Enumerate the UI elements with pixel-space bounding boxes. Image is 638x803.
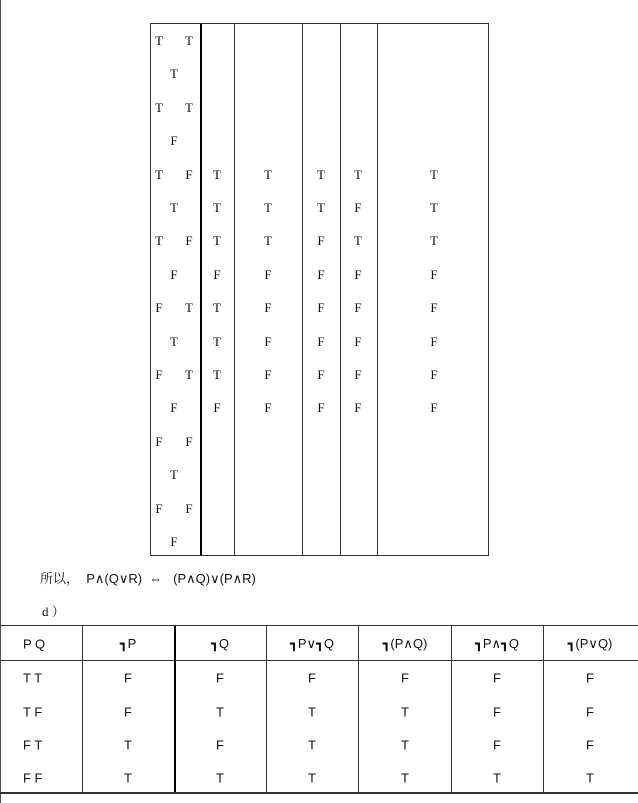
truth-value: F [493,737,501,753]
truth-value: F [124,704,132,720]
truth-value: F [317,233,325,249]
truth-value: F [170,400,178,416]
column-divider [200,24,202,555]
truth-value: T [155,33,163,48]
truth-value: F [401,670,409,686]
truth-value: T [430,233,438,249]
truth-value: T [185,33,193,48]
truth-value: T [401,704,409,720]
truth-value: T [213,233,221,249]
row-label: F F [23,770,43,786]
column-divider [234,24,235,555]
truth-value: T [264,200,272,215]
column-divider [266,626,267,792]
truth-value: T [354,233,362,249]
truth-value: T [170,333,178,349]
column-divider [340,24,341,555]
column-divider [174,626,176,792]
truth-value: T [213,166,221,182]
truth-value: T [155,99,163,115]
column-header: ┓(P∨Q) [567,636,613,651]
truth-value: F [170,133,178,149]
truth-value: T [586,770,594,786]
truth-value: F [430,300,438,316]
truth-table-d [0,625,638,794]
column-divider [82,626,83,792]
column-divider [358,626,359,792]
truth-value: F [317,266,325,282]
truth-value: T [170,467,178,483]
truth-value: F [170,266,178,282]
truth-value: T [317,166,325,182]
row-label: T T [23,670,43,686]
column-divider [543,626,544,792]
truth-value: F [155,300,163,316]
truth-value: T [308,737,316,753]
column-header: ┓P [119,636,137,651]
truth-value: F [155,500,163,516]
truth-value: T [213,300,221,316]
truth-value: T [213,367,221,382]
truth-value: F [354,300,362,316]
truth-value: F [185,166,193,182]
truth-value: F [213,400,221,416]
truth-value: T [308,704,316,720]
truth-value: T [264,233,272,249]
section-subheading: d ） [42,604,65,619]
column-header: P Q [23,636,46,652]
truth-value: T [216,704,224,720]
truth-value: F [430,266,438,282]
truth-value: T [317,200,325,215]
truth-value: F [264,367,272,382]
column-divider [302,24,303,555]
truth-value: F [308,670,316,686]
truth-value: F [216,670,224,686]
truth-value: F [354,400,362,416]
truth-value: F [317,300,325,316]
truth-value: T [493,770,501,786]
truth-value: T [213,333,221,349]
truth-value: F [317,400,325,416]
truth-value: F [264,300,272,316]
truth-value: F [185,233,193,249]
truth-value: F [216,737,224,753]
truth-value: F [317,367,325,382]
truth-value: F [185,500,193,516]
truth-value: F [354,266,362,282]
column-divider [451,626,452,792]
truth-value: F [213,266,221,282]
truth-value: T [170,200,178,215]
truth-value: F [354,333,362,349]
truth-value: F [493,670,501,686]
truth-value: T [124,737,132,753]
truth-value: T [354,166,362,182]
column-header: ┓P∧┓Q [475,636,519,651]
truth-value: F [185,433,193,449]
truth-value: F [430,333,438,349]
truth-value: T [430,200,438,215]
truth-value: T [216,770,224,786]
truth-value: F [264,400,272,416]
truth-value: T [264,166,272,182]
truth-value: T [308,770,316,786]
truth-value: F [586,670,594,686]
truth-table-upper [150,23,489,556]
truth-value: T [401,770,409,786]
truth-value: T [185,99,193,115]
truth-value: F [170,534,178,549]
truth-value: T [155,233,163,249]
column-header: ┓P∨┓Q [290,636,334,651]
truth-value: F [155,433,163,449]
truth-value: T [170,66,178,82]
column-header: ┓Q [211,636,229,651]
truth-value: F [155,367,163,382]
truth-value: F [493,704,501,720]
truth-value: T [124,770,132,786]
truth-value: F [354,367,362,382]
column-header: ┓(P∧Q) [382,636,428,651]
truth-value: T [401,737,409,753]
truth-value: F [264,333,272,349]
truth-value: F [430,400,438,416]
truth-value: F [586,737,594,753]
truth-value: F [354,200,362,215]
truth-value: F [586,704,594,720]
column-divider [377,24,378,555]
row-label: T F [23,704,43,720]
truth-value: T [430,166,438,182]
truth-value: T [185,367,193,382]
truth-value: T [185,300,193,316]
truth-value: T [213,200,221,215]
truth-value: F [124,670,132,686]
row-label: F T [23,737,43,753]
truth-value: F [317,333,325,349]
truth-value: F [430,367,438,382]
conclusion-text: 所以， P∧(Q∨R) ⇔ (P∧Q)∨(P∧R) [40,571,256,586]
truth-value: F [264,266,272,282]
truth-value: T [155,166,163,182]
